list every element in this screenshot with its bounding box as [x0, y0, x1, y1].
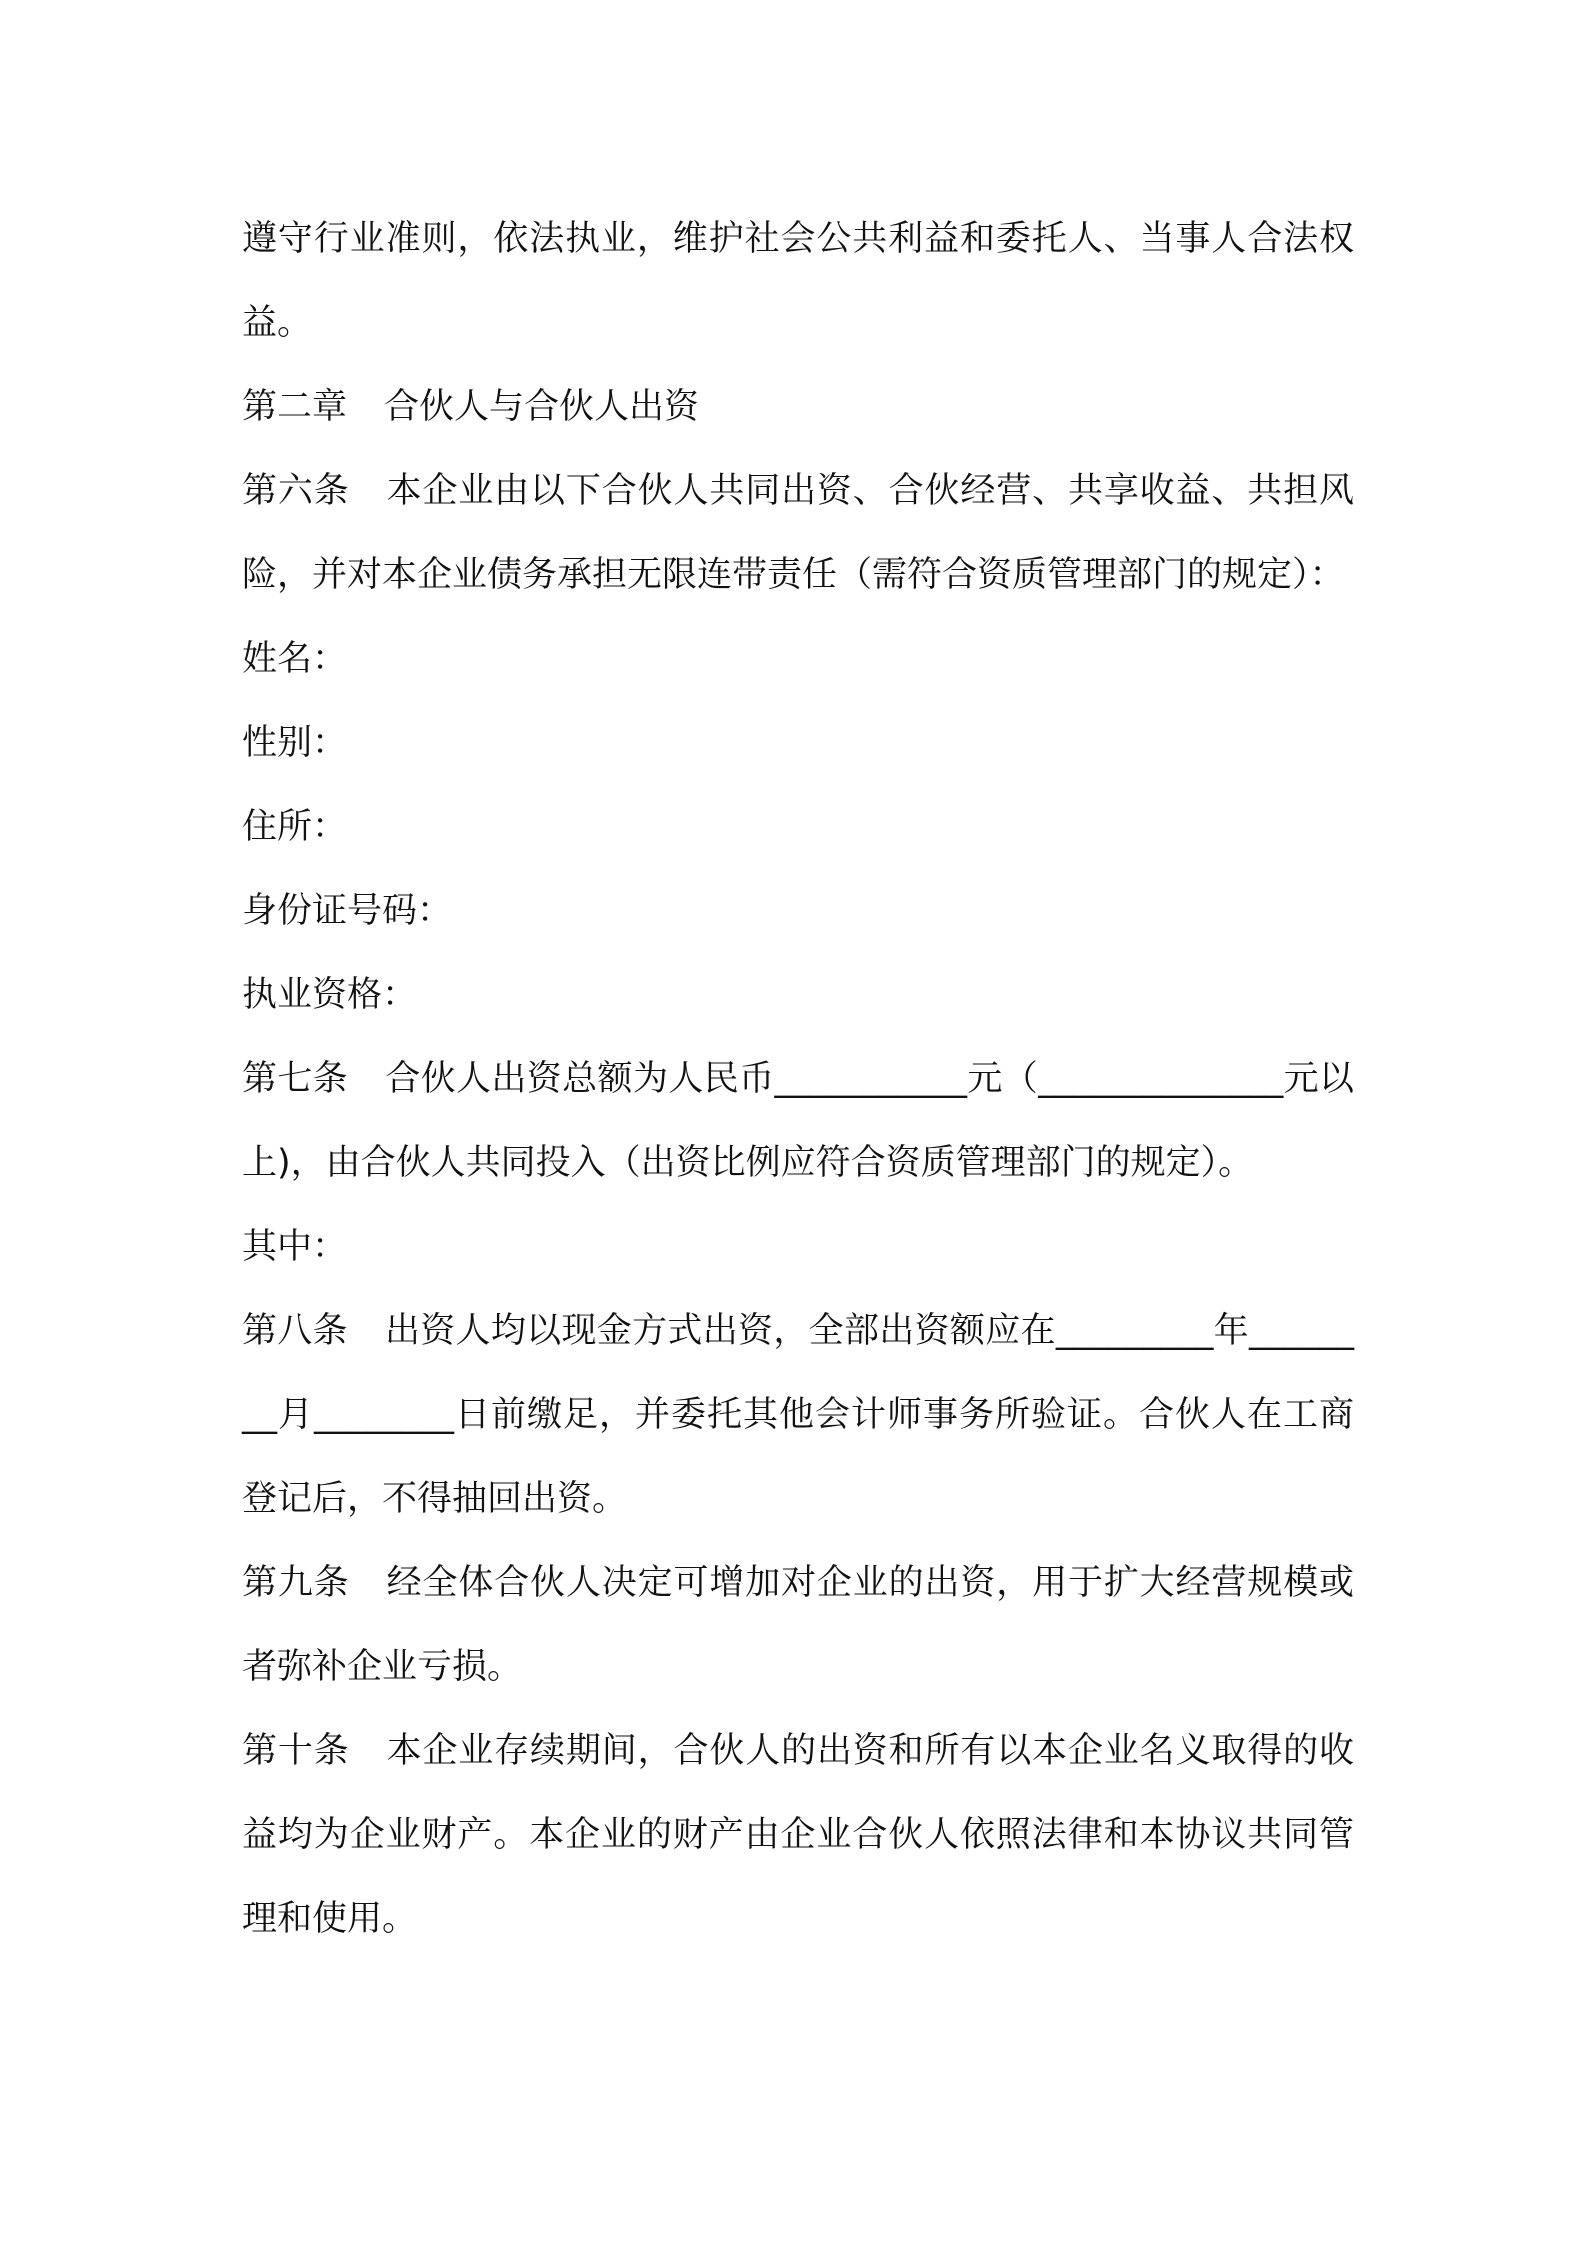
field-label: 住所： [242, 807, 348, 847]
article-text: 本企业存续期间，合伙人的出资和所有以本企业名义取得的收益均为企业财产。本企业的财产由企业合伙人依照法律和本协议共同管理和使用。 [242, 1731, 1354, 1939]
article-7-sub [242, 1205, 1354, 1289]
field-label: 身份证号码： [242, 891, 453, 931]
article-6 [242, 449, 1354, 617]
field-address-label [242, 785, 1354, 869]
field-label: 姓名： [242, 639, 348, 679]
article-number: 第九条 [242, 1563, 350, 1603]
article-number: 第十条 [242, 1731, 350, 1771]
article-7 [242, 1037, 1354, 1205]
chapter-number: 第二章 [242, 387, 348, 427]
field-label: 执业资格： [242, 975, 418, 1015]
paragraph-text: 其中： [242, 1227, 348, 1267]
article-number: 第六条 [242, 471, 350, 511]
field-qualification-label [242, 953, 1354, 1037]
chapter-title: 合伙人与合伙人出资 [384, 387, 700, 427]
article-number: 第七条 [242, 1059, 349, 1099]
paragraph-continuation [242, 197, 1354, 365]
field-gender-label [242, 701, 1354, 785]
article-number: 第八条 [242, 1311, 348, 1351]
article-text: 合伙人出资总额为人民币___________元（______________元以上)，由合伙人共同投入（出资比例应符合资质管理部门的规定）。 [242, 1059, 1354, 1183]
field-label: 性别： [242, 723, 348, 763]
paragraph-text: 遵守行业准则，依法执业，维护社会公共利益和委托人、当事人合法权益。 [242, 219, 1354, 343]
article-10 [242, 1709, 1354, 1961]
field-name-label [242, 617, 1354, 701]
document-page [242, 197, 1354, 1961]
article-text: 出资人均以现金方式出资，全部出资额应在_________年________月________日前缴足，并委托其他会计师事务所验证。合伙人在工商登记后，不得抽回出资。 [242, 1311, 1354, 1519]
article-8 [242, 1289, 1354, 1541]
article-text: 经全体合伙人决定可增加对企业的出资，用于扩大经营规模或者弥补企业亏损。 [242, 1563, 1354, 1687]
chapter-heading [242, 365, 1354, 449]
article-9 [242, 1541, 1354, 1709]
article-text: 本企业由以下合伙人共同出资、合伙经营、共享收益、共担风险，并对本企业债务承担无限连带责任（需符合资质管理部门的规定）： [242, 471, 1354, 595]
field-id-label [242, 869, 1354, 953]
